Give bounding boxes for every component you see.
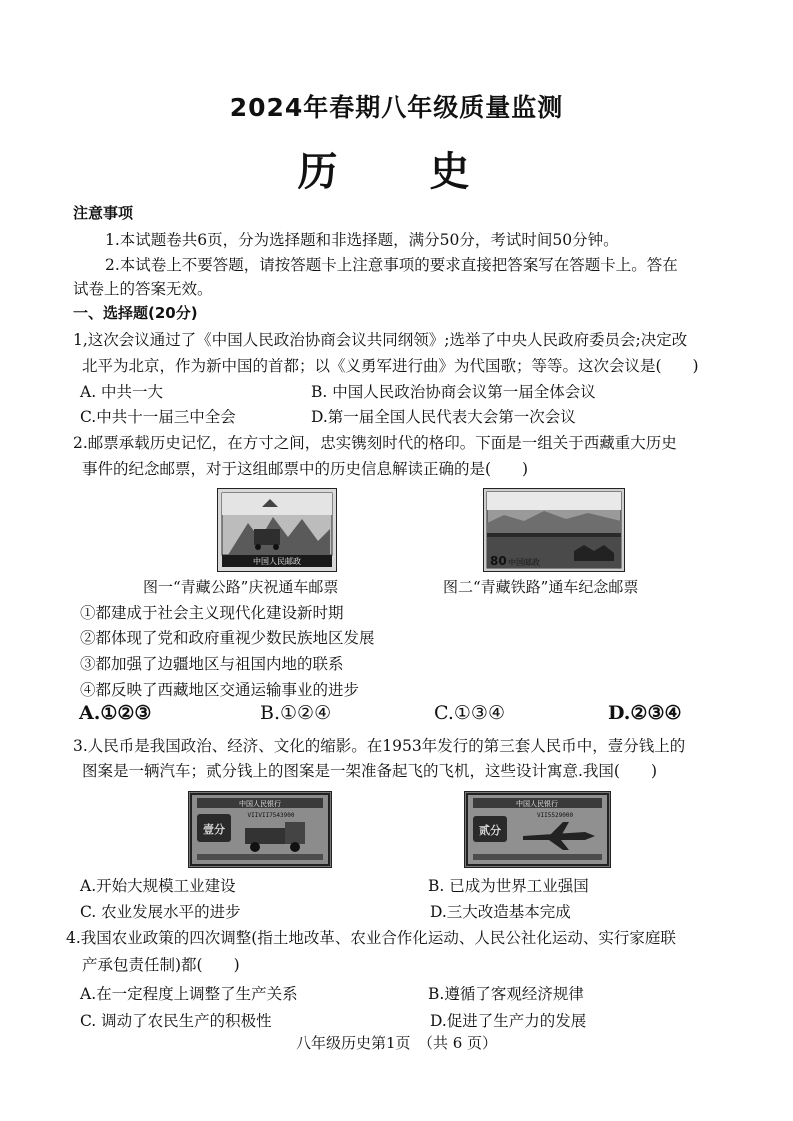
question-1-option-a: A. 中共一大 [80, 383, 164, 401]
question-4-option-d: D.促进了生产力的发展 [430, 1012, 587, 1030]
page-footer: 八年级历史第1页 （共 6 页） [295, 1034, 498, 1052]
banknote-2-header: 中国人民银行 [516, 800, 558, 808]
notice-item-2-line-1: 2.本试卷上不要答题，请按答题卡上注意事项的要求直接把答案写在答题卡上。答在 [105, 256, 678, 274]
question-1-option-b: B. 中国人民政治协商会议第一届全体会议 [311, 383, 596, 401]
question-2-statement-4: ④都反映了西藏地区交通运输事业的进步 [80, 681, 360, 699]
section-heading: 一、选择题(20分) [73, 304, 198, 322]
stamp-1-illustration [218, 489, 336, 571]
banknote-1-header: 中国人民银行 [239, 800, 281, 808]
question-4-option-b: B.遵循了客观经济规律 [428, 985, 584, 1003]
stamp-2-text: 中国邮政 [508, 558, 540, 567]
stamp-1-text: 中国人民邮政 [253, 557, 301, 566]
question-3-option-d: D.三大改造基本完成 [430, 903, 571, 921]
question-2-line-1: 2.邮票承载历史记忆，在方寸之间，忠实镌刻时代的格印。下面是一组关于西藏重大历史 [73, 434, 677, 452]
question-4-option-c: C. 调动了农民生产的积极性 [80, 1012, 272, 1030]
question-3-option-a: A.开始大规模工业建设 [80, 877, 236, 895]
notice-heading: 注意事项 [73, 204, 134, 222]
question-1-option-c: C.中共十一届三中全会 [80, 408, 236, 426]
question-2-line-2: 事件的纪念邮票，对于这组邮票中的历史信息解读正确的是( ) [82, 460, 529, 478]
question-3-line-2: 图案是一辆汽车；贰分钱上的图案是一架准备起飞的飞机，这些设计寓意.我国( ) [82, 762, 658, 780]
question-2-option-d: D.②③④ [608, 702, 682, 724]
question-2-option-b: B.①②④ [260, 702, 332, 724]
question-1-line-2: 北平为北京，作为新中国的首都；以《义勇军进行曲》为代国歌；等等。这次会议是( ) [82, 357, 699, 375]
banknote-2-illustration [465, 792, 610, 867]
banknote-1-serial: VIIVII7543900 [247, 812, 295, 819]
notice-item-2-line-2: 试卷上的答案无效。 [73, 280, 213, 298]
question-2-option-c: C.①③④ [434, 702, 505, 724]
stamp-2-illustration [484, 489, 624, 571]
banknote-one-fen-image [188, 791, 332, 868]
question-1-option-d: D.第一届全国人民代表大会第一次会议 [311, 408, 576, 426]
question-2-option-a: A.①②③ [79, 702, 152, 724]
question-1-line-1: 1,这次会议通过了《中国人民政治协商会议共同纲领》;选举了中央人民政府委员会;决定改 [73, 331, 688, 349]
banknote-2-serial: VII5529000 [536, 812, 574, 819]
question-2-statement-3: ③都加强了边疆地区与祖国内地的联系 [80, 655, 344, 673]
stamp-2-caption: 图二“青藏铁路”通车纪念邮票 [443, 578, 639, 596]
exam-title: 2024年春期八年级质量监测 [229, 93, 564, 122]
banknote-two-fen-image [464, 791, 611, 868]
stamp-2-value: 80 [490, 554, 507, 568]
stamp-qinghai-tibet-highway-image [217, 488, 337, 572]
banknote-1-illustration [189, 792, 331, 867]
question-3-option-c: C. 农业发展水平的进步 [80, 903, 241, 921]
question-3-line-1: 3.人民币是我国政治、经济、文化的缩影。在1953年发行的第三套人民币中，壹分钱上的 [73, 737, 686, 755]
banknote-1-value: 壹分 [203, 823, 225, 836]
question-3-option-b: B. 已成为世界工业强国 [428, 877, 589, 895]
question-2-statement-2: ②都体现了党和政府重视少数民族地区发展 [80, 629, 375, 647]
question-4-option-a: A.在一定程度上调整了生产关系 [80, 985, 298, 1003]
stamp-qinghai-tibet-railway-image [483, 488, 625, 572]
subject-title: 历 史 [297, 148, 496, 195]
question-4-line-1: 4.我国农业政策的四次调整(指土地改革、农业合作化运动、人民公社化运动、实行家庭联 [66, 929, 676, 947]
stamp-1-caption: 图一“青藏公路”庆祝通车邮票 [143, 578, 339, 596]
question-4-line-2: 产承包责任制)都( ) [82, 956, 240, 974]
notice-item-1: 1.本试题卷共6页，分为选择题和非选择题，满分50分，考试时间50分钟。 [105, 231, 619, 249]
question-2-statement-1: ①都建成于社会主义现代化建设新时期 [80, 604, 344, 622]
banknote-2-value: 贰分 [479, 824, 501, 837]
